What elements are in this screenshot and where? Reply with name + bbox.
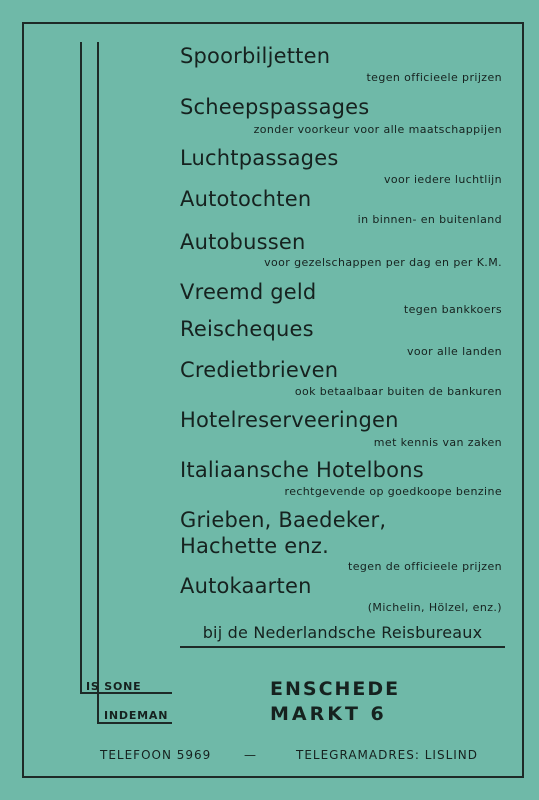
service-description: voor alle landen (407, 345, 502, 358)
closing-tagline: bij de Nederlandsche Reisbureaux (180, 623, 505, 648)
logo-vertical-rule-l (80, 42, 82, 692)
address-street: MARKT 6 (270, 703, 387, 725)
service-heading: Vreemd geld (180, 280, 317, 304)
service-heading-continued: Hachette enz. (180, 534, 330, 558)
footer-separator: — (244, 748, 257, 762)
service-description: tegen officieele prijzen (366, 71, 502, 84)
service-heading: Hotelreserveeringen (180, 408, 399, 432)
service-heading: Autobussen (180, 230, 306, 254)
service-heading: Autokaarten (180, 574, 312, 598)
address-city: ENSCHEDE (270, 678, 401, 700)
footer-telegram: TELEGRAMADRES: LISLIND (296, 748, 479, 762)
service-description: voor gezelschappen per dag en per K.M. (264, 256, 502, 269)
service-description: ook betaalbaar buiten de bankuren (294, 385, 502, 398)
service-description: tegen de officieele prijzen (348, 560, 502, 573)
logo-lissone: IS SONE (86, 680, 142, 693)
service-heading: Scheepspassages (180, 95, 370, 119)
service-description: (Michelin, Hölzel, enz.) (367, 601, 502, 614)
service-heading: Grieben, Baedeker, (180, 508, 387, 532)
footer-phone: TELEFOON 5969 (100, 748, 212, 762)
logo-horizontal-rule-i (97, 722, 172, 724)
service-heading: Reischeques (180, 317, 314, 341)
service-heading: Luchtpassages (180, 146, 339, 170)
service-description: in binnen- en buitenland (357, 213, 502, 226)
service-heading: Italiaansche Hotelbons (180, 458, 424, 482)
service-description: zonder voorkeur voor alle maatschappijen (253, 123, 502, 136)
service-heading: Spoorbiljetten (180, 44, 331, 68)
logo-lindeman: INDEMAN (104, 709, 169, 722)
service-heading: Credietbrieven (180, 358, 339, 382)
service-description: met kennis van zaken (373, 436, 502, 449)
service-heading: Autotochten (180, 187, 312, 211)
service-description: voor iedere luchtlijn (383, 173, 502, 186)
service-description: rechtgevende op goedkoope benzine (284, 485, 502, 498)
service-description: tegen bankkoers (403, 303, 502, 316)
logo-vertical-rule-i (97, 42, 99, 722)
